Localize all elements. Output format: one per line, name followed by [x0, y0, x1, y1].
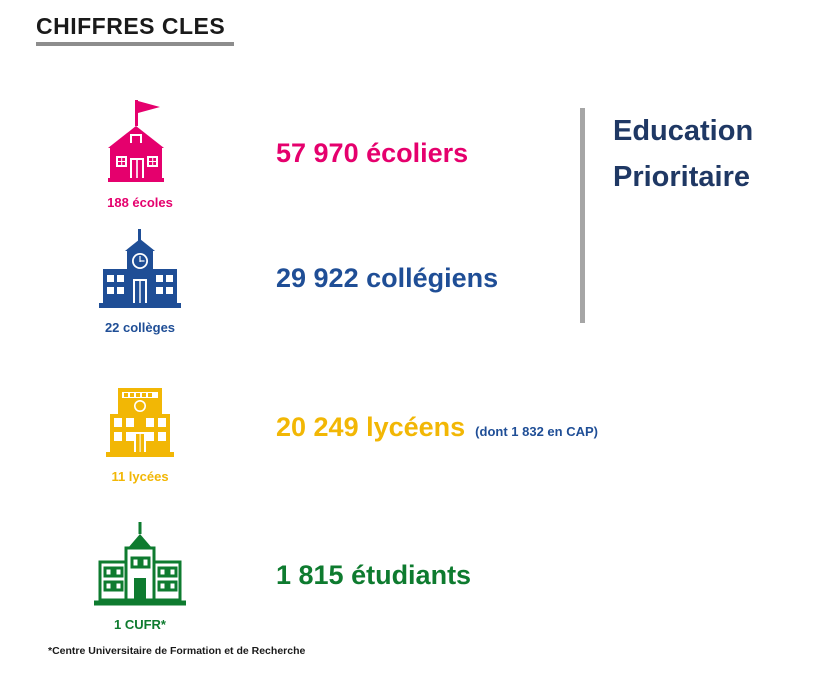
stat-value-collegiens: 29 922 collégiens	[276, 262, 499, 293]
icon-column-lycees	[40, 370, 240, 484]
stat-column-lycees	[240, 412, 598, 443]
stat-row-cufr	[40, 500, 600, 650]
high-school-building-icon	[88, 370, 192, 462]
caption-ecoles: 188 écoles	[107, 195, 173, 210]
education-prioritaire-line2: Prioritaire	[613, 161, 750, 194]
icon-column-ecoles	[40, 96, 240, 210]
stat-value-ecoliers: 57 970 écoliers	[276, 137, 469, 168]
caption-colleges: 22 collèges	[104, 320, 176, 335]
education-prioritaire-line1: Education	[613, 115, 754, 147]
stat-column-cufr	[240, 560, 481, 591]
university-building-icon	[80, 518, 200, 610]
icon-column-cufr	[40, 518, 240, 632]
education-prioritaire-block	[580, 108, 753, 323]
stat-row-colleges	[40, 203, 600, 353]
stat-column-ecoles	[240, 138, 478, 169]
caption-lycees: 11 lycées	[111, 469, 169, 484]
middle-school-building-icon	[85, 221, 195, 313]
education-prioritaire-text	[613, 108, 753, 201]
page-title: CHIFFRES CLES	[36, 13, 226, 39]
caption-cufr: 1 CUFR*	[113, 617, 166, 632]
stat-value-lyceens: 20 249 lycéens	[276, 411, 466, 442]
stat-row-lycees	[40, 352, 600, 502]
page-title-block	[36, 14, 234, 46]
school-building-icon	[92, 96, 188, 188]
footnote: *Centre Universitaire de Formation et de Recherche	[48, 645, 306, 657]
stat-note-lyceens: (dont 1 832 en CAP)	[475, 423, 598, 439]
stat-column-colleges	[240, 263, 508, 294]
title-underline	[36, 42, 234, 46]
stat-value-etudiants: 1 815 étudiants	[276, 559, 472, 590]
icon-column-colleges	[40, 221, 240, 335]
vertical-divider	[580, 108, 585, 323]
